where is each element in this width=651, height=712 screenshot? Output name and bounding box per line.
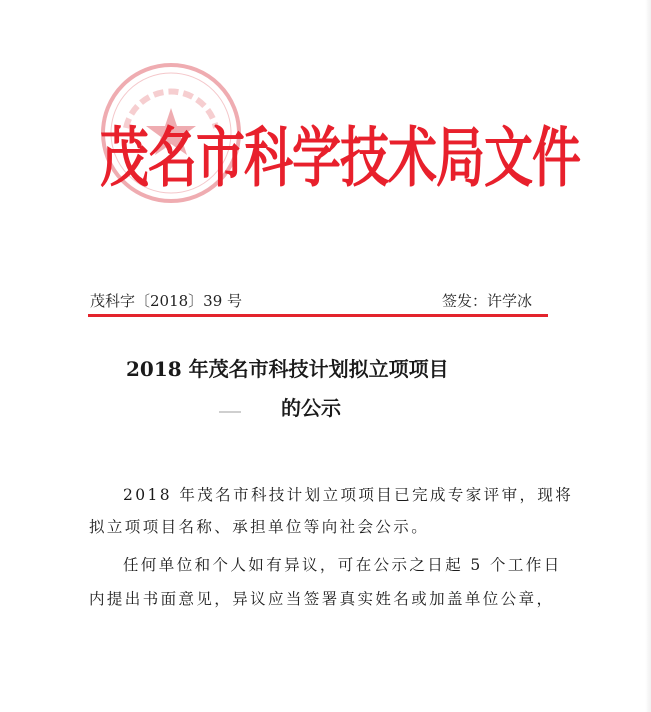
scan-smudge <box>219 411 241 413</box>
masthead-title: 茂名市科学技术局文件 <box>100 120 581 196</box>
scan-edge-shadow <box>645 0 651 712</box>
body-paragraph-2-line-1: 任何单位和个人如有异议，可在公示之日起 5 个工作日 <box>123 556 562 574</box>
body-paragraph-1-line-2: 拟立项项目名称、承担单位等向社会公示。 <box>89 518 430 536</box>
body-paragraph-2-line-2: 内提出书面意见，异议应当签署真实姓名或加盖单位公章， <box>89 590 555 608</box>
notice-title-line-2: 的公示 <box>281 396 341 420</box>
signer-block <box>442 290 532 311</box>
red-divider-line <box>88 314 548 317</box>
body-paragraph-1-line-1: 2018 年茂名市科技计划立项项目已完成专家评审，现将 <box>123 486 574 504</box>
signer-label: 签发： <box>442 292 488 310</box>
signer-name: 许学冰 <box>487 292 533 310</box>
document-number: 茂科字〔2018〕39 号 <box>90 292 243 310</box>
document-masthead <box>100 118 581 228</box>
notice-title-line-1: 2018 年茂名市科技计划拟立项项目 <box>126 357 449 381</box>
